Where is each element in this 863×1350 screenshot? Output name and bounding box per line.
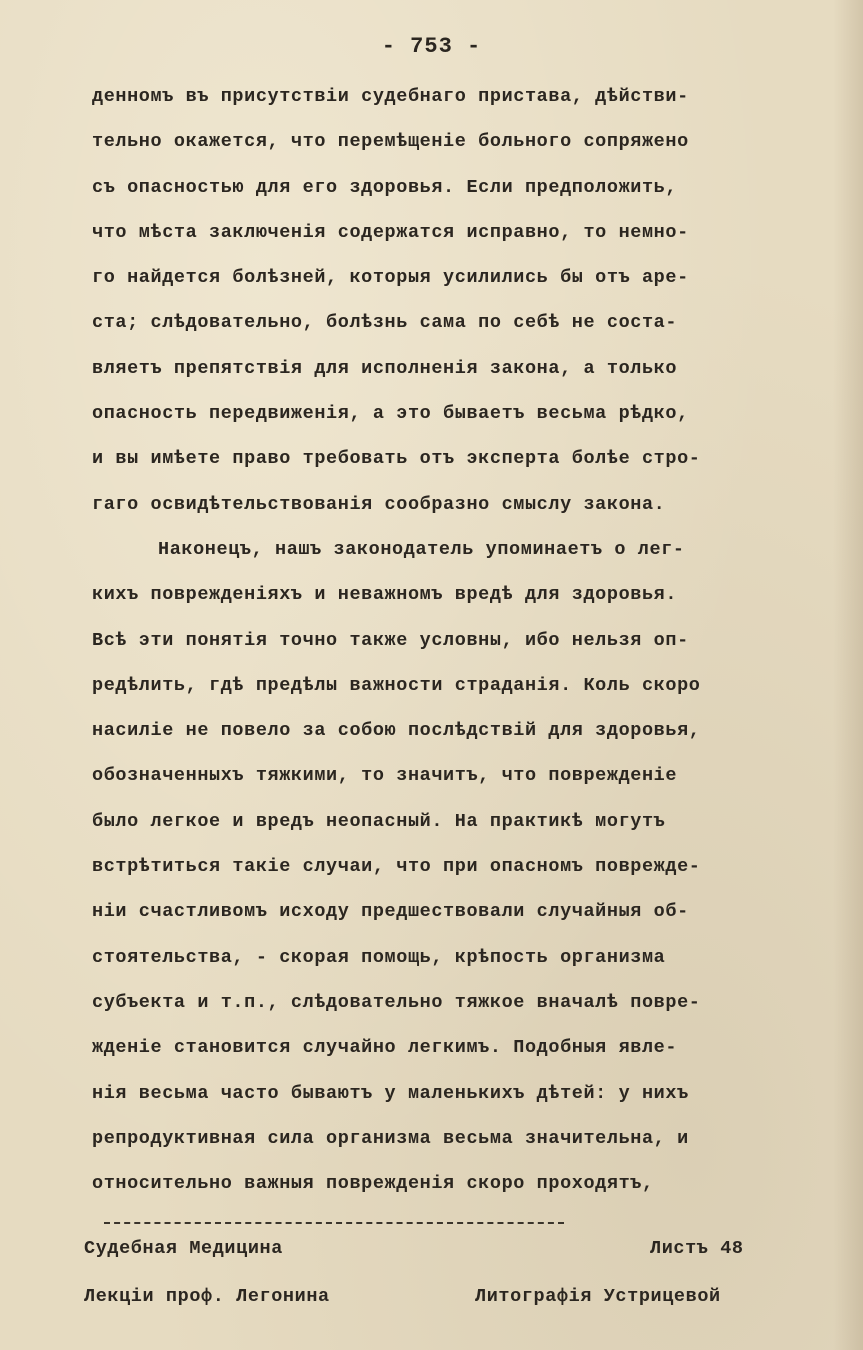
text-line-9: и вы имѣете право требовать отъ эксперта болѣе стро- [92, 448, 701, 470]
text-line-3: съ опасностью для его здоровья. Если предположить, [92, 176, 678, 198]
text-line-10: гаго освидѣтельствованія сообразно смыслу закона. [92, 493, 666, 515]
text-line-18: встрѣтиться такіе случаи, что при опасномъ поврежде- [92, 856, 701, 878]
page-edge-shadow [833, 0, 863, 1350]
footer-course-title: Судебная Медицина [84, 1238, 283, 1259]
text-line-25: относительно важныя поврежденія скоро проходятъ, [92, 1173, 654, 1195]
text-line-16: обозначенныхъ тяжкими, то значитъ, что поврежденіе [92, 765, 678, 787]
footer-lectures: Лекціи проф. Легонина [84, 1286, 330, 1307]
text-line-6: ста; слѣдовательно, болѣзнь сама по себѣ не соста- [92, 312, 678, 334]
text-line-19: ніи счастливомъ исходу предшествовали случайныя об- [92, 901, 689, 923]
text-line-4: что мѣста заключенія содержатся исправно, то немно- [92, 221, 689, 243]
text-line-21: субъекта и т.п., слѣдовательно тяжкое вначалѣ повре- [92, 991, 701, 1013]
text-line-1: денномъ въ присутствіи судебнаго пристава, дѣйстви- [92, 86, 689, 107]
text-line-20: стоятельства, - скорая помощь, крѣпость организма [92, 946, 666, 968]
text-line-12: кихъ поврежденіяхъ и неважномъ вредѣ для здоровья. [92, 584, 678, 606]
text-line-24: репродуктивная сила организма весьма значительна, и [92, 1127, 689, 1149]
text-line-13: Всѣ эти понятія точно также условны, ибо нельзя оп- [92, 629, 689, 651]
text-line-2: тельно окажется, что перемѣщеніе больного сопряжено [92, 131, 689, 153]
text-line-5: го найдется болѣзней, которыя усилились бы отъ аре- [92, 267, 689, 289]
footer-divider [104, 1222, 564, 1224]
body-text [92, 74, 822, 1206]
text-line-22: жденіе становится случайно легкимъ. Подобныя явле- [92, 1037, 678, 1059]
text-line-23: нія весьма часто бываютъ у маленькихъ дѣтей: у нихъ [92, 1082, 689, 1104]
footer-printer: Литографія Устрицевой [475, 1286, 721, 1307]
text-line-15: насиліе не повело за собою послѣдствій для здоровья, [92, 720, 701, 742]
text-line-7: вляетъ препятствія для исполненія закона, а только [92, 357, 678, 379]
text-line-8: опасность передвиженія, а это бываетъ весьма рѣдко, [92, 403, 689, 425]
text-line-17: было легкое и вредъ неопасный. На практикѣ могутъ [92, 810, 666, 832]
text-line-11: Наконецъ, нашъ законодатель упоминаетъ о лег- [158, 538, 685, 560]
footer-sheet-number: Листъ 48 [650, 1238, 744, 1259]
page-number: - 753 - [381, 34, 482, 59]
text-line-14: редѣлить, гдѣ предѣлы важности страданія. Коль скоро [92, 674, 701, 696]
